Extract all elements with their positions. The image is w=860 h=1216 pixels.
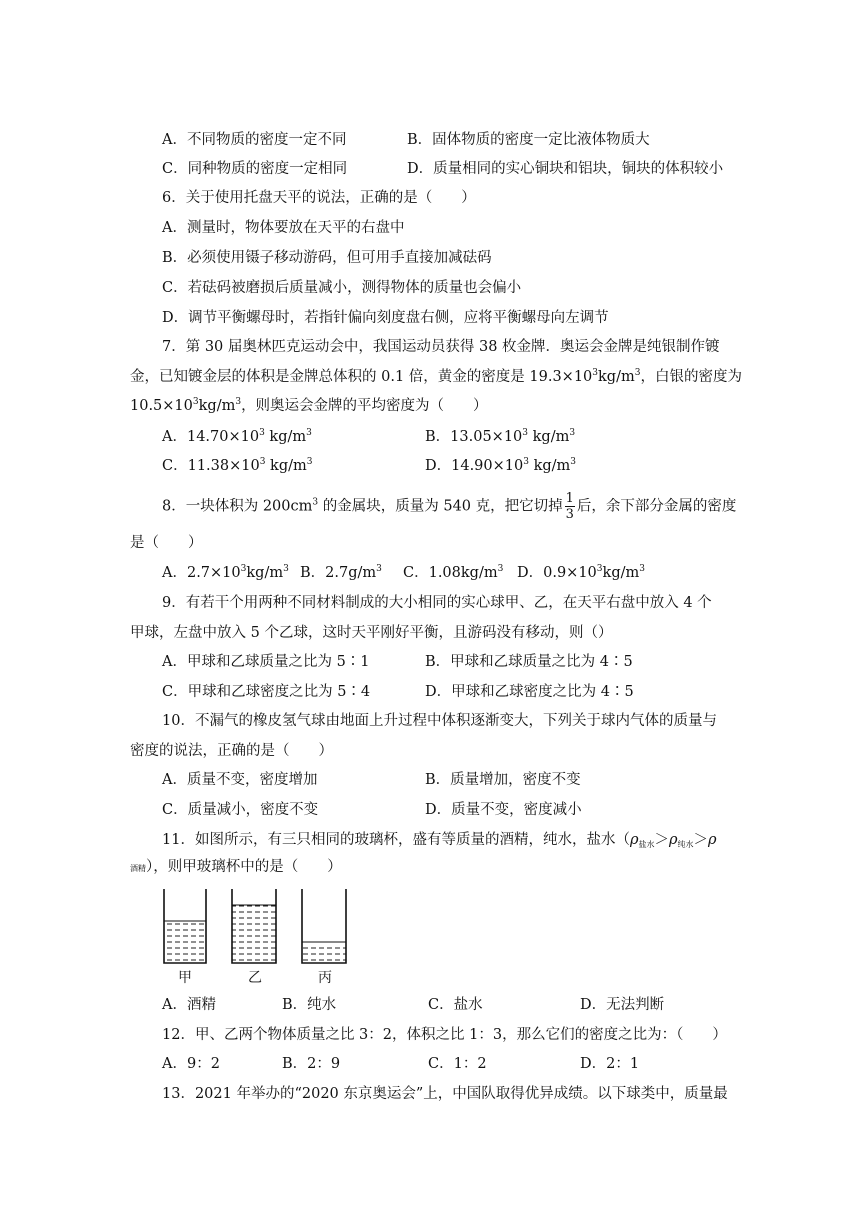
three-glasses-figure <box>158 885 358 990</box>
q6-option-c: C．若砝码被磨损后质量减小，测得物体的质量也会偏小 <box>162 280 522 296</box>
q7-stem-line3: $10.5\times 10^3kg/m^3$，则奥运会金牌的平均密度为（ ） <box>130 397 488 414</box>
q10-option-c: C．质量减小，密度不变 <box>162 802 319 818</box>
label-bing: 丙 <box>318 970 332 986</box>
one-third-fraction: $\frac{1}{3}$ <box>565 491 574 522</box>
q9-stem-line1: 9．有若干个用两种不同材料制成的大小相同的实心球甲、乙，在天平右盘中放入 4 个 <box>162 595 712 611</box>
q12-option-c: C．1：2 <box>428 1056 487 1072</box>
q6-option-d: D．调节平衡螺母时，若指针偏向刻度盘右侧，应将平衡螺母向左调节 <box>162 310 609 326</box>
q11-option-a: A．酒精 <box>162 997 216 1013</box>
q9-option-a: A．甲球和乙球质量之比为 5∶1 <box>162 654 370 670</box>
q10-stem-line2: 密度的说法，正确的是（ ） <box>130 743 333 759</box>
q12-option-b: B．2：9 <box>282 1056 341 1072</box>
q13-stem-line1: 13．2021 年举办的“2020 东京奥运会”上，中国队取得优异成绩。以下球类中，质量最 <box>162 1086 728 1102</box>
q5-option-b: B．固体物质的密度一定比液体物质大 <box>407 132 650 148</box>
q10-option-b: B．质量增加，密度不变 <box>425 772 581 788</box>
q9-stem-line2: 甲球，左盘中放入 5 个乙球，这时天平刚好平衡，且游码没有移动，则（） <box>130 625 613 641</box>
q10-option-d: D．质量不变，密度减小 <box>425 802 582 818</box>
glass-jia <box>164 889 206 963</box>
q12-option-a: A．9：2 <box>162 1056 220 1072</box>
q5-option-c: C．同种物质的密度一定相同 <box>162 161 348 177</box>
q7-option-c: C．$11.38\times 10^3$ $kg/m^3$ <box>162 457 313 474</box>
q6-option-b: B．必须使用镊子移动游码，但可用手直接加减砝码 <box>162 250 492 266</box>
label-jia: 甲 <box>178 970 192 986</box>
q6-option-a: A．测量时，物体要放在天平的右盘中 <box>162 220 405 236</box>
q9-option-c: C．甲球和乙球密度之比为 5∶4 <box>162 684 371 700</box>
q8-option-a: A．$2.7\times 10^3kg/m^3$ <box>162 564 289 581</box>
q12-stem: 12．甲、乙两个物体质量之比 3：2，体积之比 1：3，那么它们的密度之比为：（ ） <box>162 1027 727 1043</box>
q6-stem: 6．关于使用托盘天平的说法，正确的是（ ） <box>162 190 476 206</box>
glass-yi <box>232 889 276 963</box>
q8-option-b: B．$2.7g/m^3$ <box>300 564 382 581</box>
q8-stem-line1: 8．一块体积为 $200cm^3$ 的金属块，质量为 540 克，把它切掉 $\frac{1}{3}$ 后，余下部分金属的密度 <box>162 491 737 522</box>
q7-option-d: D．$14.90\times 10^3$ $kg/m^3$ <box>425 457 577 474</box>
q8-option-c: C．$1.08kg/m^3$ <box>403 564 504 581</box>
q9-option-b: B．甲球和乙球质量之比为 4∶5 <box>425 654 633 670</box>
label-yi: 乙 <box>248 970 262 986</box>
q11-option-b: B．纯水 <box>282 997 337 1013</box>
q7-option-a: A．$14.70\times 10^3$ $kg/m^3$ <box>162 428 312 445</box>
q7-option-b: B．$13.05\times 10^3$ $kg/m^3$ <box>425 428 576 445</box>
q11-option-d: D．无法判断 <box>580 997 665 1013</box>
q8-stem-line2: 是（ ） <box>130 535 203 551</box>
q9-option-d: D．甲球和乙球密度之比为 4∶5 <box>425 684 634 700</box>
q8-option-d: D．$0.9\times 10^3kg/m^3$ <box>517 564 645 581</box>
q5-option-d: D．质量相同的实心铜块和铝块，铜块的体积较小 <box>407 161 724 177</box>
glass-bing <box>302 889 346 963</box>
q7-stem-line2: 金，已知镀金层的体积是金牌总体积的 0.1 倍，黄金的密度是 $19.3\times 10^3kg/m^3$，白银的密度为 <box>130 368 742 385</box>
q11-stem-line2: 酒精），则甲玻璃杯中的是（ ） <box>130 859 342 875</box>
q5-option-a: A．不同物质的密度一定不同 <box>162 132 347 148</box>
q10-option-a: A．质量不变，密度增加 <box>162 772 318 788</box>
q7-stem-line1: 7．第 30 届奥林匹克运动会中，我国运动员获得 38 枚金牌．奥运会金牌是纯银制作镀 <box>162 339 720 355</box>
q11-stem-line1: 11．如图所示，有三只相同的玻璃杯，盛有等质量的酒精，纯水，盐水（$\rho_{盐水}>\rho_{纯水}>\rho$ <box>162 832 717 849</box>
q12-option-d: D．2：1 <box>580 1056 640 1072</box>
q11-option-c: C．盐水 <box>428 997 483 1013</box>
q10-stem-line1: 10．不漏气的橡皮氢气球由地面上升过程中体积逐渐变大，下列关于球内气体的质量与 <box>162 713 717 729</box>
